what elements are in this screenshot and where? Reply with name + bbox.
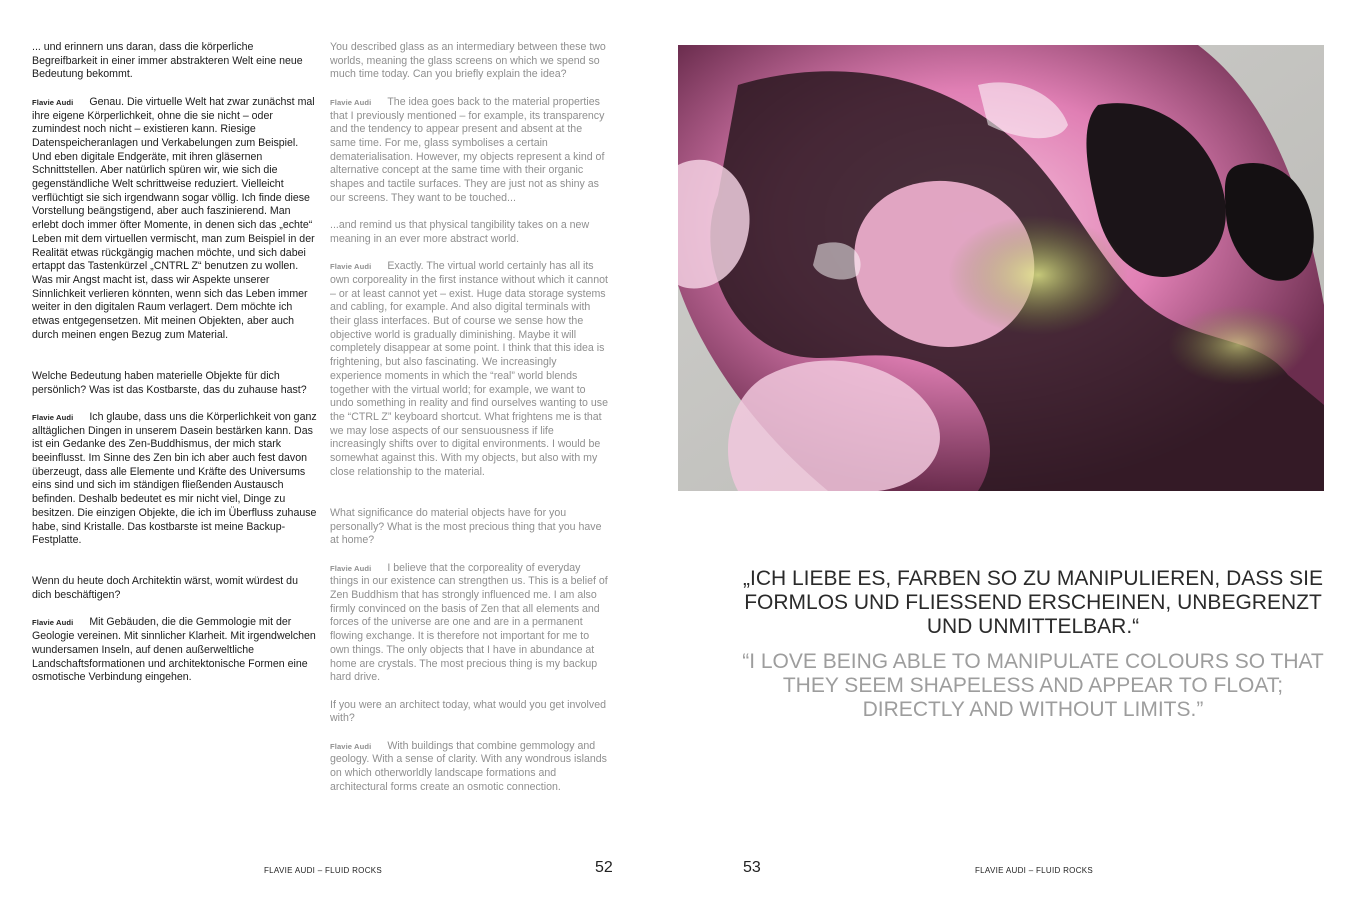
speaker-label: Flavie Audi — [330, 262, 372, 272]
paragraph-text: Genau. Die virtuelle Welt hat zwar zunächst mal ihre eigene Körperlichkeit, ohne die sie nicht – oder zumindest noch nicht – existieren kann. Riesige Datenspeicheranlagen und Verkabelungen zum Beispiel. Und eben digitale Endgeräte, mit ihren gläsernen Schnittstellen. Aber natürlich spüren wir, wie sich die gegenständliche Welt schrittweise reduziert. Vielleicht verflüchtigt sie sich irgendwann sogar völlig. Ich finde diese Vorstellung beängstigend, aber auch faszinierend. Man erlebt doch immer öfter Momente, in denen sich das „echte“ Leben mit dem virtuellen vermischt, man zum Beispiel in der Realität etwas rückgängig machen möchte, und sich dabei ertappt das Tastenkürzel „CNTRL Z“ benutzen zu wollen. Was mir Angst macht ist, dass wir Aspekte unserer Sinnlichkeit verlieren könnten, wenn sich das Leben immer weiter in den digitalen Raum verlagert. Dem möchte ich etwas entgegensetzen. Mit meinen Objekten, aber auch durch meinen engen Bezug zum Material. — [32, 95, 315, 341]
question-paragraph — [32, 575, 317, 602]
pull-quote-german: „ICH LIEBE ES, FARBEN SO ZU MANIPULIEREN, DASS SIE FORMLOS UND FLIESSEND ERSCHEINEN, UNBEGRENZT UND UNMITTELBAR.“ — [743, 567, 1323, 638]
glass-sculpture-photo — [678, 45, 1324, 491]
paragraph-text: With buildings that combine gemmology and geology. With a sense of clarity. With any wondrous islands on which otherworldly landscape formations and architectural forms create an osmotic connection. — [330, 739, 607, 793]
paragraph-text: ...and remind us that physical tangibility takes on a new meaning in an ever more abstract world. — [330, 219, 590, 245]
paragraph-text: I believe that the corporeality of everyday things in our existence can strengthen us. This is a belief of Zen Buddhism that has strongly influenced me. I am also firmly convinced on the basis of Zen that all elements and forces of the universe are one and are in a permanent flowing exchange. It is therefore not important for me to own things. The only objects that I have in abundance at home are crystals. The most precious thing is my backup hard drive. — [330, 561, 608, 684]
paragraph-text: Welche Bedeutung haben materielle Objekte für dich persönlich? Was ist das Kostbarste, das du zuhause hast? — [32, 369, 307, 396]
paragraph-text: The idea goes back to the material properties that I previously mentioned – for example, its transparency and the tendency to appear present and absent at the same time. For me, glass symbolises a certain dematerialisation. However, my objects represent a kind of alternative concept at the same time with their organic shapes and tactile surfaces. They are just not as shiny as our screens. They want to be touched... — [330, 95, 605, 204]
speaker-label: Flavie Audi — [330, 741, 372, 751]
english-interview-column — [330, 41, 610, 808]
footer-label-right: FLAVIE AUDI – FLUID ROCKS — [975, 866, 1094, 875]
paragraph-text: You described glass as an intermediary between these two worlds, meaning the glass screens on which we spend so much time today. Can you briefly explain the idea? — [330, 41, 606, 81]
paragraph-text: If you were an architect today, what would you get involved with? — [330, 698, 606, 725]
question-paragraph — [330, 699, 610, 726]
question-paragraph — [330, 41, 610, 82]
speaker-label: Flavie Audi — [330, 563, 372, 573]
answer-paragraph — [330, 562, 610, 685]
paragraph-text: Mit Gebäuden, die die Gemmologie mit der Geologie vereinen. Mit sinnlicher Klarheit. Mit irgendwelchen wundersamen Inseln, auf denen außerweltliche Landschaftsformationen und architektonische Formen eine osmotische Verbindung eingehen. — [32, 616, 316, 684]
paragraph-text: Ich glaube, dass uns die Körperlichkeit von ganz alltäglichen Dingen in unserem Dasein bestärken kann. Das ist ein Gedanke des Zen-Buddhismus, der mich stark beeinflusst. Im Sinne des Zen bin ich aber auch fest davon überzeugt, dass alle Elemente und Kräfte des Universums eins sind und sich im ständigen fließenden Austausch befinden. Deshalb bedeutet es mir nicht viel, Dinge zu besitzen. Die einzigen Objekte, die ich im Überfluss zuhause habe, sind Kristalle. Das kostbarste ist meine Backup-Festplatte. — [32, 410, 317, 547]
paragraph-text: ... und erinnern uns daran, dass die körperliche Begreifbarkeit in einer immer abstrakteren Welt eine neue Bedeutung bekommt. — [32, 41, 303, 81]
page-number-left: 52 — [595, 859, 613, 876]
speaker-label: Flavie Audi — [32, 412, 74, 422]
pull-quote-english: “I LOVE BEING ABLE TO MANIPULATE COLOURS SO THAT THEY SEEM SHAPELESS AND APPEAR TO FLOAT; DIRECTLY AND WITHOUT LIMITS.” — [742, 650, 1324, 721]
question-paragraph — [330, 219, 610, 246]
paragraph-text: What significance do material objects have for you personally? What is the most precious thing that you have at home? — [330, 506, 602, 547]
page-number-right: 53 — [743, 859, 761, 876]
paragraph-text: Exactly. The virtual world certainly has all its own corporeality in the first instance without which it cannot – or at least cannot yet – exist. Huge data storage systems and cabling, for example. And also digital terminals with their glass interfaces. But of course we sense how the objective world is gradually diminishing. Maybe it will completely disappear at some point. I think that this idea is frightening, but also fascinating. We increasingly experience moments in which the “real” world blends together with the virtual world; for example, we want to undo something in reality and find ourselves wanting to use the “CTRL Z” keyboard shortcut. What frightens me is that we may lose aspects of our sensuousness if life increasingly shifts over to digital environments. I would be somewhat against this. With my objects, but also with my close relationship to the material. — [330, 260, 608, 478]
answer-paragraph — [330, 96, 610, 206]
question-paragraph — [330, 507, 610, 548]
answer-paragraph — [32, 616, 317, 685]
question-paragraph — [32, 41, 317, 82]
speaker-label: Flavie Audi — [32, 97, 74, 107]
answer-paragraph — [32, 96, 317, 343]
speaker-label: Flavie Audi — [32, 618, 74, 628]
answer-paragraph — [32, 411, 317, 548]
answer-paragraph — [330, 260, 610, 479]
paragraph-text: Wenn du heute doch Architektin wärst, womit würdest du dich beschäftigen? — [32, 575, 298, 602]
german-interview-column — [32, 41, 317, 699]
footer-label-left: FLAVIE AUDI – FLUID ROCKS — [264, 866, 383, 875]
speaker-label: Flavie Audi — [330, 97, 372, 107]
answer-paragraph — [330, 740, 610, 795]
question-paragraph — [32, 370, 317, 397]
